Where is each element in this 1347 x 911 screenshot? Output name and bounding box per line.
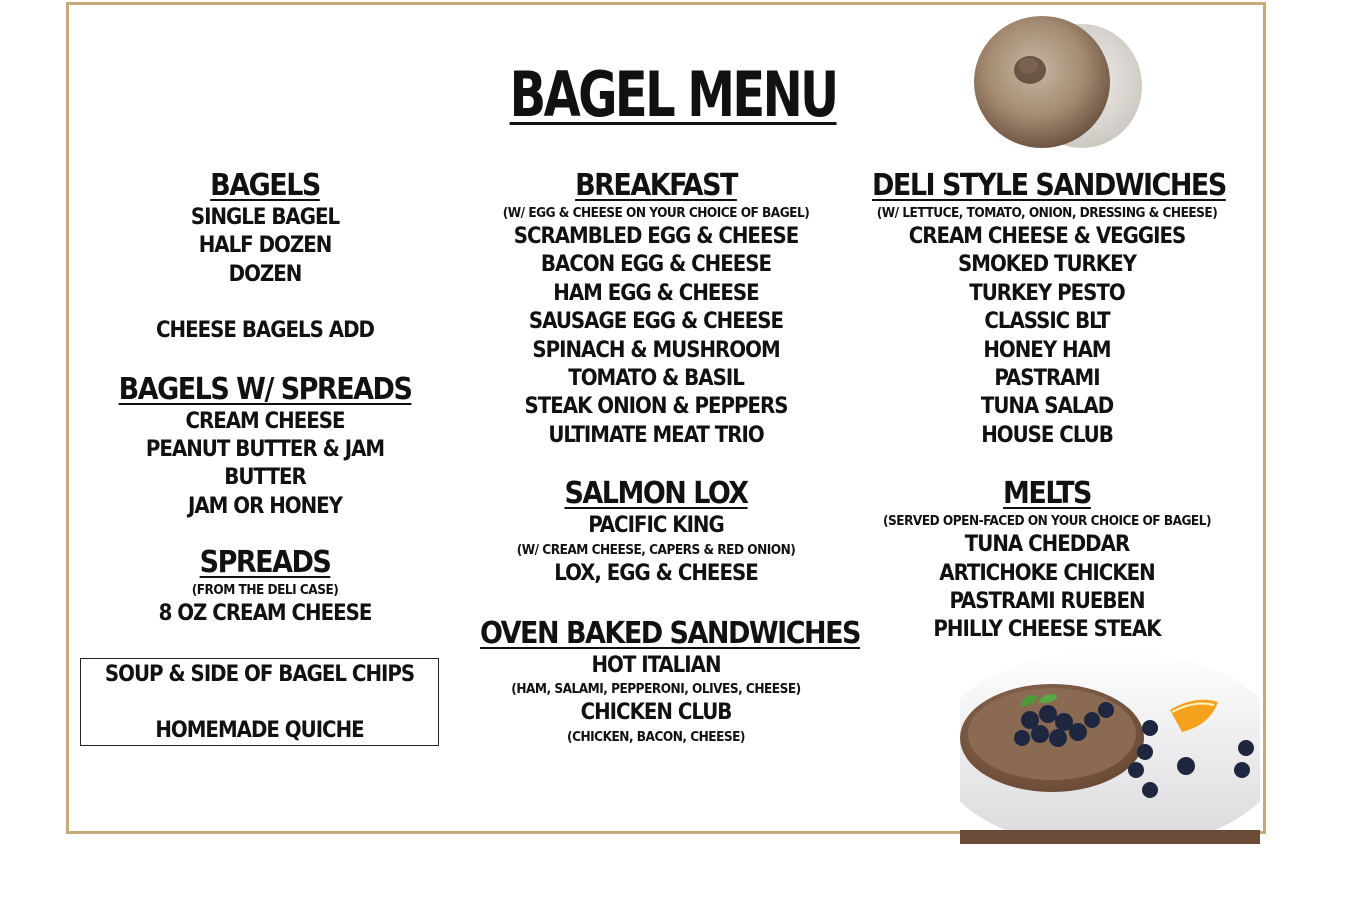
column-middle — [480, 168, 860, 747]
menu-item: BACON EGG & CHEESE — [540, 252, 772, 278]
spreads-heading: SPREADS — [199, 545, 331, 581]
melts-heading: MELTS — [1003, 476, 1091, 512]
menu-item: PHILLY CHEESE STEAK — [933, 617, 1161, 643]
menu-item: SPINACH & MUSHROOM — [532, 337, 780, 363]
menu-item: STEAK ONION & PEPPERS — [524, 394, 788, 420]
menu-item: HOUSE CLUB — [981, 422, 1113, 448]
menu-item: TURKEY PESTO — [969, 280, 1125, 306]
oven-heading: OVEN BAKED SANDWICHES — [480, 616, 860, 652]
menu-note: (W/ LETTUCE, TOMATO, ONION, DRESSING & CHEESE) — [876, 205, 1218, 221]
menu-item: HONEY HAM — [983, 337, 1111, 363]
menu-item: 8 OZ CREAM CHEESE — [158, 601, 372, 627]
special-item: HOMEMADE QUICHE — [155, 718, 364, 744]
menu-item: CLASSIC BLT — [984, 309, 1110, 335]
menu-item: TOMATO & BASIL — [568, 366, 744, 392]
column-left — [110, 168, 420, 629]
menu-note: (SERVED OPEN-FACED ON YOUR CHOICE OF BAGEL) — [882, 513, 1212, 530]
menu-item: SCRAMBLED EGG & CHEESE — [513, 224, 799, 249]
menu-title: BAGEL MENU — [510, 58, 837, 131]
menu-item: CREAM CHEESE — [185, 408, 345, 434]
salmon-heading: SALMON LOX — [564, 476, 748, 512]
menu-item: TUNA CHEDDAR — [964, 532, 1130, 558]
menu-item: PEANUT BUTTER & JAM — [145, 437, 385, 463]
menu-item: CREAM CHEESE & VEGGIES — [908, 224, 1186, 249]
menu-item: PASTRAMI RUEBEN — [949, 589, 1145, 615]
menu-item: DOZEN — [228, 261, 302, 287]
menu-note: (W/ CREAM CHEESE, CAPERS & RED ONION) — [516, 541, 796, 558]
menu-item: HAM EGG & CHEESE — [553, 280, 759, 306]
menu-item: SINGLE BAGEL — [190, 205, 340, 230]
menu-item: PASTRAMI — [994, 366, 1100, 392]
menu-item: HALF DOZEN — [198, 233, 332, 259]
deli-heading: DELI STYLE SANDWICHES — [872, 168, 1226, 203]
column-right — [872, 168, 1226, 645]
menu-item: JAM OR HONEY — [187, 493, 343, 519]
menu-item: HOT ITALIAN — [591, 653, 721, 679]
menu-item: SMOKED TURKEY — [958, 252, 1136, 278]
menu-note: (W/ EGG & CHEESE ON YOUR CHOICE OF BAGEL) — [502, 205, 810, 221]
menu-item: LOX, EGG & CHEESE — [554, 560, 758, 586]
plate-photo — [960, 640, 1260, 844]
menu-note: (FROM THE DELI CASE) — [191, 582, 339, 599]
menu-note: (HAM, SALAMI, PEPPERONI, OLIVES, CHEESE) — [511, 681, 801, 698]
bagels-spreads-heading: BAGELS W/ SPREADS — [118, 371, 412, 407]
special-item: SOUP & SIDE OF BAGEL CHIPS — [104, 662, 415, 687]
menu-item: CHICKEN CLUB — [580, 700, 732, 726]
menu-item: TUNA SALAD — [980, 394, 1114, 420]
menu-item: PACIFIC KING — [588, 513, 724, 539]
breakfast-heading: BREAKFAST — [575, 168, 737, 203]
menu-item: SAUSAGE EGG & CHEESE — [528, 309, 784, 335]
menu-note: (CHICKEN, BACON, CHEESE) — [567, 728, 745, 745]
specials-box — [80, 658, 439, 746]
menu-item: CHEESE BAGELS ADD — [156, 318, 374, 344]
menu-item: ARTICHOKE CHICKEN — [939, 560, 1155, 586]
bagels-heading: BAGELS — [210, 168, 320, 203]
menu-item: BUTTER — [224, 465, 306, 491]
menu-item: ULTIMATE MEAT TRIO — [548, 422, 764, 448]
